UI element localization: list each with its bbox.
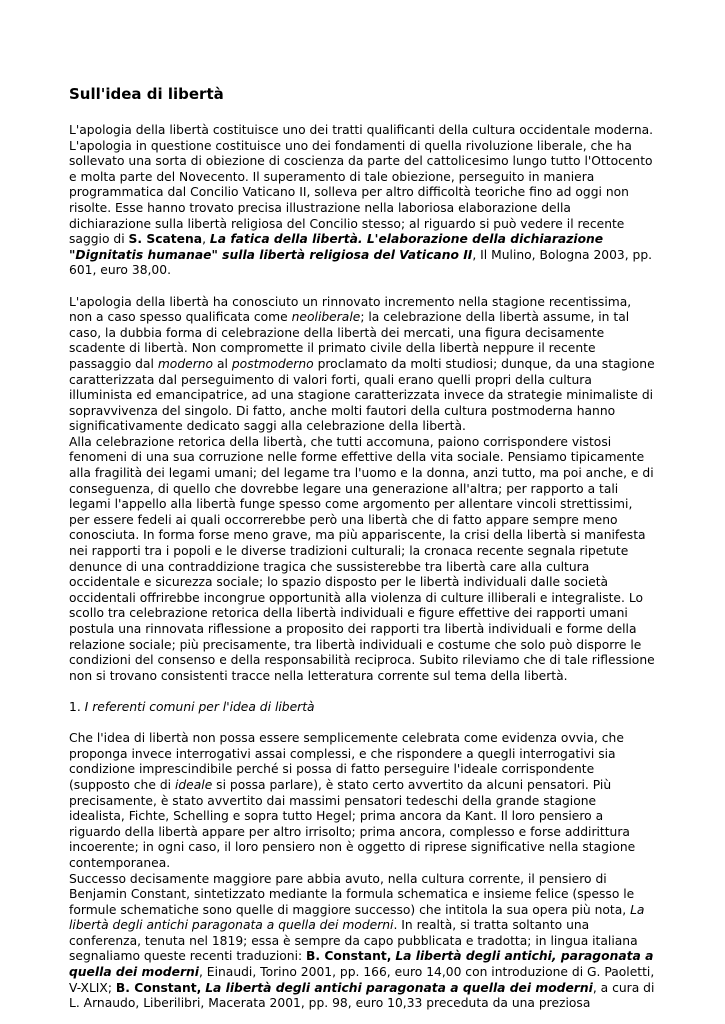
section-number: 1. — [69, 699, 85, 714]
section-title-text: I referenti comuni per l'idea di libertà — [84, 699, 315, 714]
book-title — [205, 981, 593, 995]
paragraph-constant — [69, 872, 655, 1012]
text-run: . In realtà, si tratta soltanto una conferenza, tenuta nel 1819; essa è sempre da capo pubblicata e tradotta; in lingua italiana segnaliamo queste recenti traduzioni: — [69, 918, 638, 964]
text-run: , a cura di L. Arnaudo, Liberilibri, Macerata 2001, pp. 98, euro 10,33 preceduta da una preziosa — [69, 980, 655, 1011]
text-run: al — [213, 356, 232, 371]
book-title-text: La libertà degli antichi, paragonata a quella dei moderni — [69, 949, 654, 980]
book-title-text: La libertà degli antichi paragonata a quella dei moderni — [205, 980, 593, 995]
text-run: , — [202, 232, 210, 247]
document-title: Sull'idea di libertà — [69, 85, 224, 103]
author-name: B. Constant, — [306, 949, 392, 964]
paragraph-intro — [69, 123, 655, 279]
italic-title: La libertà degli antichi paragonata a quella dei moderni — [69, 902, 645, 933]
text-run: Che l'idea di libertà non possa essere semplicemente celebrata come evidenza ovvia, che proponga invece interrogativi assai complessi, e che rispondere a quegli interrogativi sia condizione imprescindibile perché si possa di fatto perseguire l'ideale corrispondente (supposto che di — [69, 731, 624, 792]
document-page — [69, 84, 655, 1012]
author-name: S. Scatena — [128, 232, 203, 247]
text-run: ; la celebrazione della libertà assume, in tal caso, la dubbia forma di celebrazione della libertà dei mercati, una figura decisamente scadente di libertà. Non compromette il primato civile della libertà neppure il recente passaggio dal — [69, 310, 630, 371]
italic-term: neoliberale — [291, 310, 361, 325]
text-run: , Il Mulino, Bologna 2003, pp. 601, euro 38,00. — [69, 247, 653, 278]
paragraph-neoliberal — [69, 295, 655, 435]
text-run: Successo decisamente maggiore pare abbia avuto, nella cultura corrente, il pensiero di Benjamin Constant, sintetizzato mediante la formula schematica e insieme felice (spesso le formule schematiche sono quelle di maggiore successo) che intitola la sua opera più nota, — [69, 871, 635, 917]
paragraph-gap — [69, 684, 655, 700]
author-name: B. Constant, — [115, 980, 202, 995]
italic-term: postmoderno — [231, 356, 314, 371]
text-run: L'apologia della libertà ha conosciuto un rinnovato incremento nella stagione recentissima, non a caso spesso qualificata come — [69, 294, 632, 325]
italic-term: moderno — [157, 356, 214, 371]
book-title-text: La fatica della libertà. L'elaborazione della dichiarazione "Dignitatis humanae" sulla libertà religiosa del Vaticano II — [69, 232, 604, 262]
italic-term: ideale — [174, 777, 213, 792]
section-heading — [69, 700, 655, 716]
paragraph-gap — [69, 716, 655, 732]
text-run: , Einaudi, Torino 2001, pp. 166, euro 14,00 con introduzione di G. Paoletti, V-XLIX; — [69, 965, 655, 995]
paragraph-celebration: Alla celebrazione retorica della libertà, che tutti accomuna, paiono corrispondere vistosi fenomeni di una sua corruzione nelle forme effettive della vita sociale. Pensiamo tipicamente alla fragilità dei legami umani; del legame tra l'uomo e la donna, anzi tutto, ma poi anche, e di conseguenza, di quello che dovrebbe legare una generazione all'altra; per rapporto a tali legami l'appello alla libertà funge spesso come argomento per allentare vincoli strettissimi, per essere fedeli ai quali occorrerebbe però una libertà che di fatto appare sempre meno conosciuta. In forma forse meno grave, ma più appariscente, la crisi della libertà si manifesta nei rapporti tra i popoli e le diverse tradizioni culturali; la cronaca recente segnala ripetute denunce di una contraddizione tragica che sussisterebbe tra libertà care alla cultura occidentale e sicurezza sociale; lo spazio disposto per le libertà individuali dalle società occidentali offrirebbe incongrue opportunità alla violenza di culture illiberali e integraliste. Lo scollo tra celebrazione retorica della libertà individuali e figure effettive dei rapporti umani postula una rinnovata riflessione a proposito dei rapporti tra libertà individuali e forme della relazione sociale; più precisamente, tra libertà individuali e costume che solo può disporre le condizioni del consenso e della responsabilità reciproca. Subito rileviamo che di tale riflessione non si trovano consistenti tracce nella letteratura corrente sul tema della libertà. — [69, 434, 655, 683]
text-run: si possa parlare), è stato certo avvertito da alcuni pensatori. Più precisamente, è stato avvertito dai massimi pensatori tedeschi della grande stagione idealista, Fichte, Schelling e sopra tutto Hegel; prima ancora da Kant. Il loro pensiero a riguardo della libertà appare per altro irrisolto; prima ancora, complesso e forse addirittura incoerente; in ogni caso, il loro pensiero non è oggetto di riprese significative nella stagione contemporanea. — [69, 777, 636, 870]
paragraph-idealism — [69, 731, 655, 871]
paragraph-gap — [69, 279, 655, 295]
text-run: L'apologia della libertà costituisce uno dei tratti qualificanti della cultura occidentale moderna. L'apologia in questione costituisce uno dei fondamenti di quella rivoluzione liberale, che ha sollevato una sorta di obiezione di coscienza da parte del cattolicesimo lungo tutto l'Ottocento e molta parte del Novecento. Il superamento di tale obiezione, perseguito in maniera programmatica dal Concilio Vaticano II, solleva per altro difficoltà teoriche fino ad oggi non risolte. Esse hanno trovato precisa illustrazione nella laboriosa elaborazione della dichiarazione sulla libertà religiosa del Concilio stesso; al riguardo si può vedere il recente saggio di — [69, 123, 654, 247]
text-run: proclamato da molti studiosi; dunque, da una stagione caratterizzata dal perseguimento di valori forti, quali erano quelli propri della cultura illuminista ed emancipatrice, ad una stagione caratterizzata invece da strategie minimaliste di sopravvivenza del singolo. Di fatto, anche molti fautori della cultura postmoderna hanno significativamente dedicato saggi alla celebrazione della libertà. — [69, 356, 655, 434]
